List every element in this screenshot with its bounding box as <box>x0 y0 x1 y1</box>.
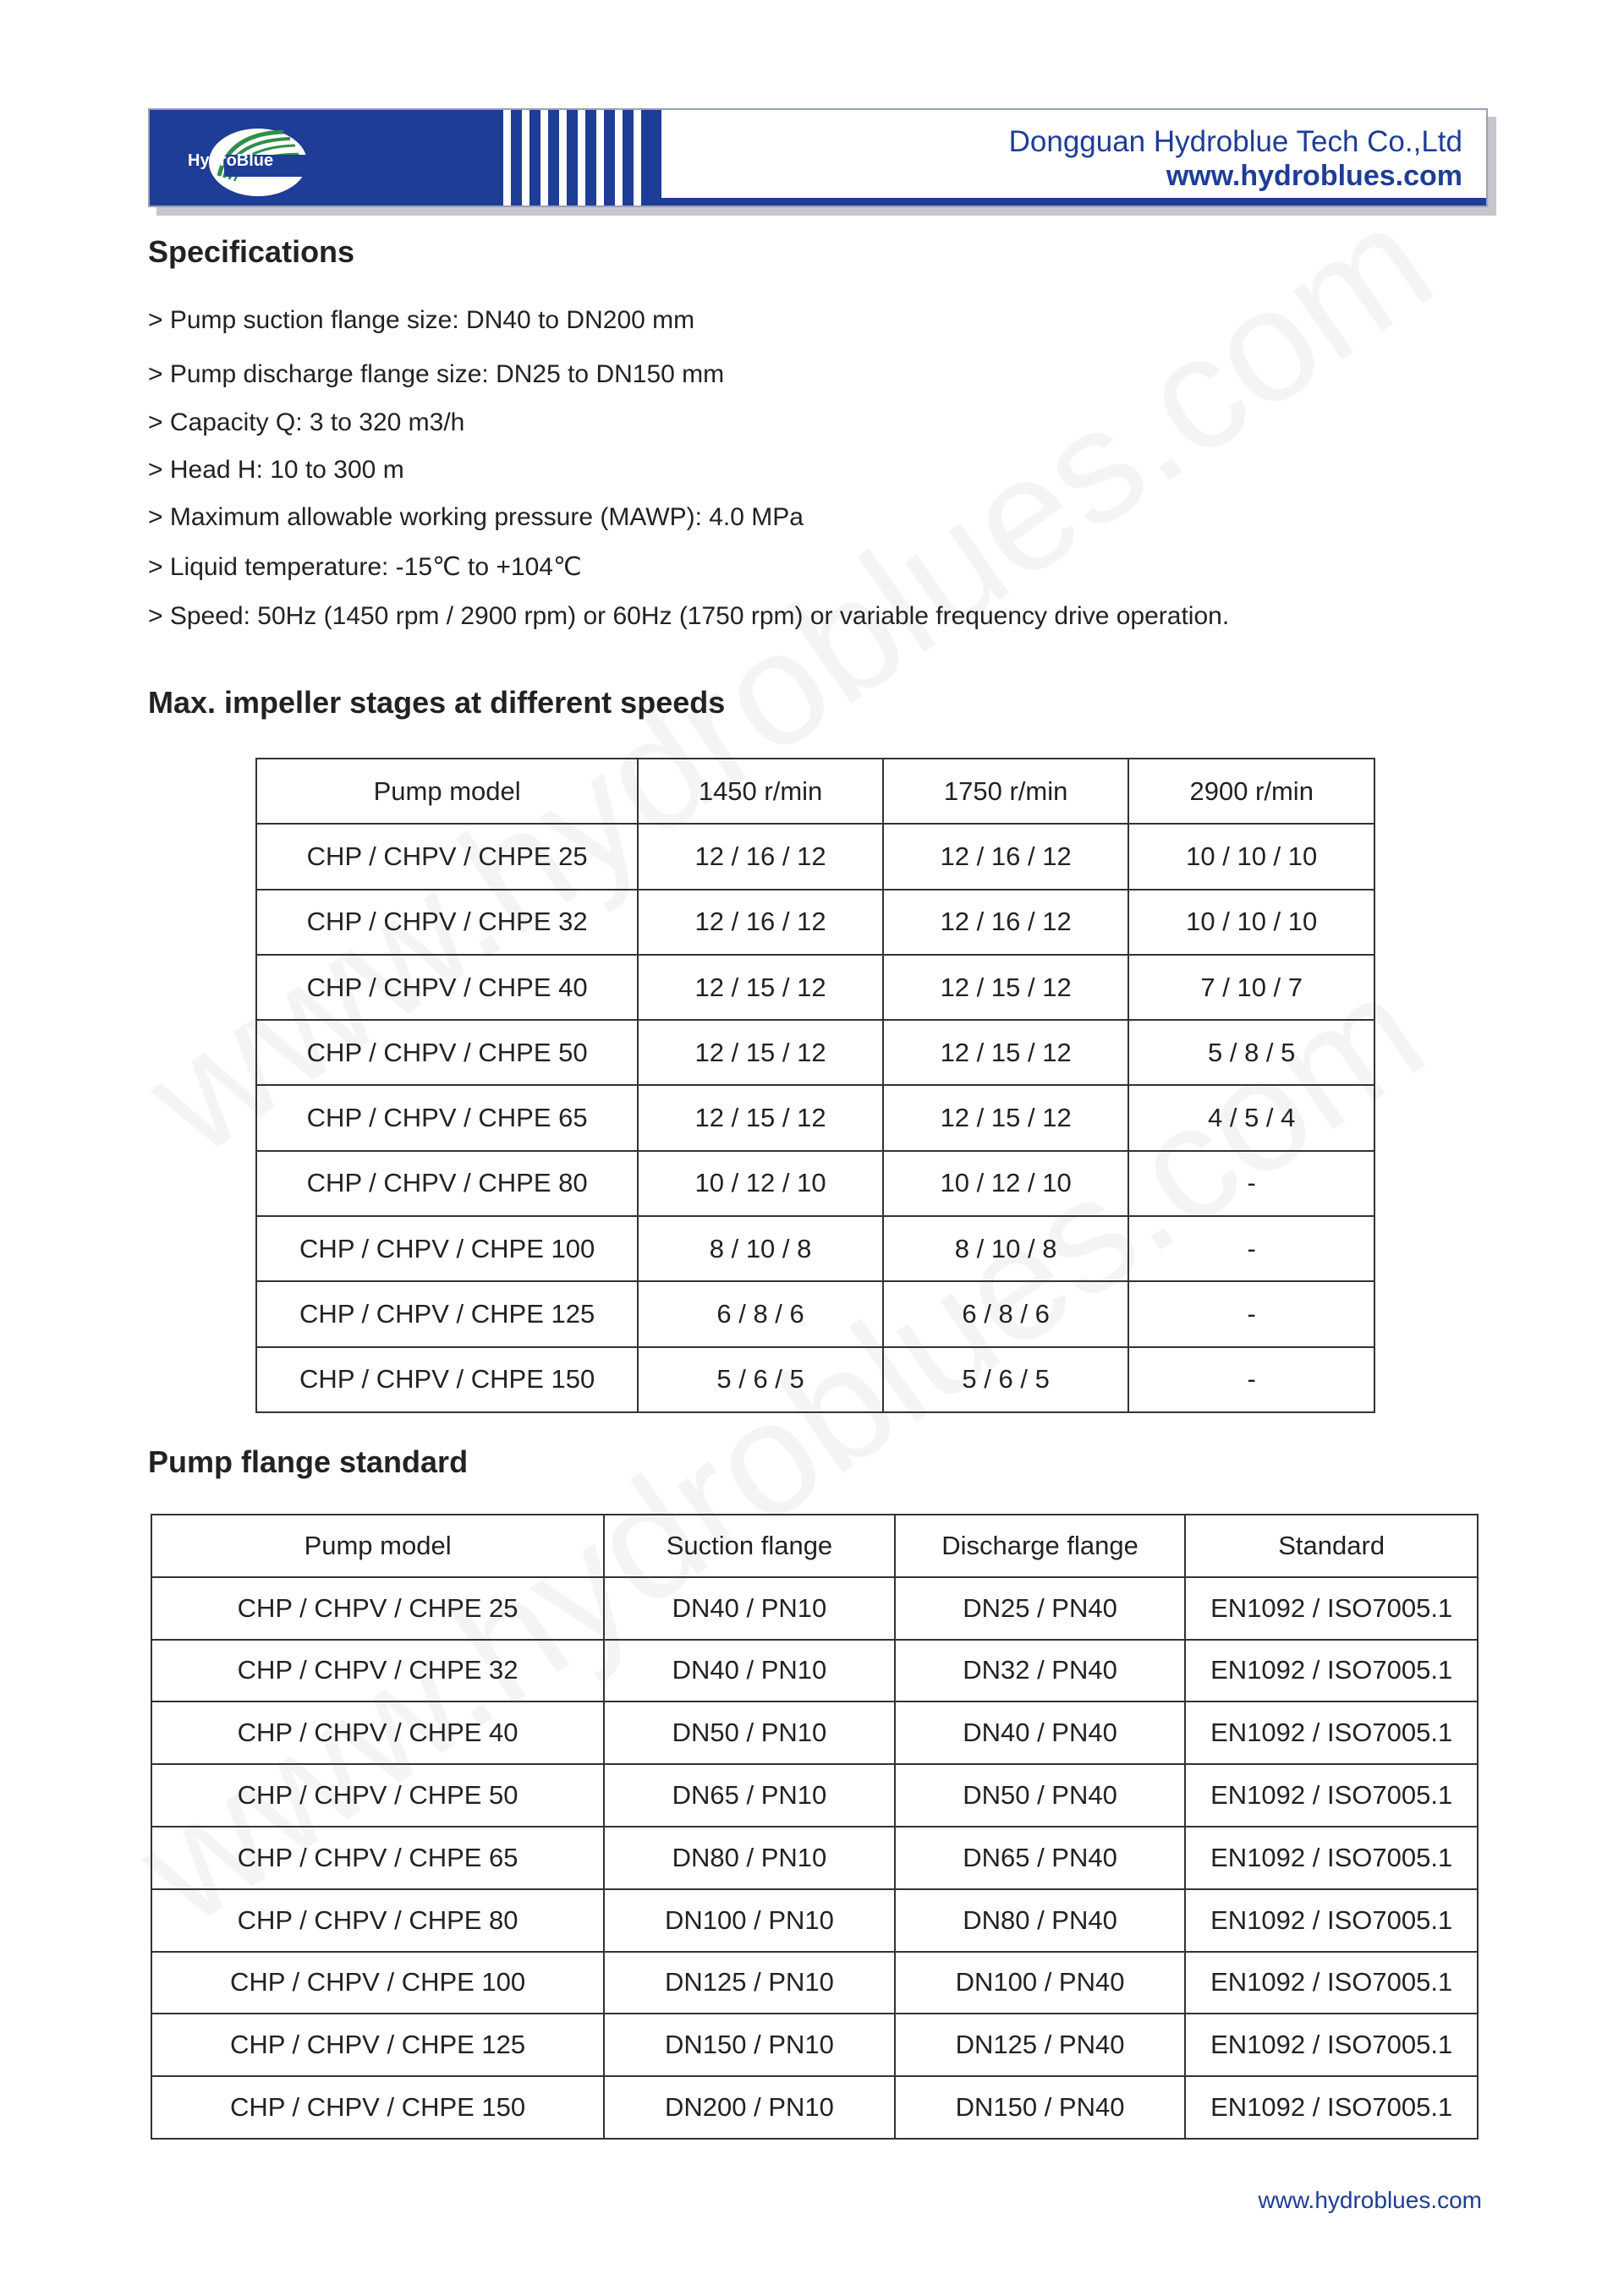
table-cell: EN1092 / ISO7005.1 <box>1185 1952 1478 2014</box>
table-cell: DN65 / PN10 <box>604 1764 895 1827</box>
table-row <box>151 1640 1478 1702</box>
table-cell: DN100 / PN10 <box>604 1889 895 1952</box>
table-header-row <box>151 1515 1478 1577</box>
spec-item: > Maximum allowable working pressure (MAWP): 4.0 MPa <box>148 503 804 531</box>
table-cell: CHP / CHPV / CHPE 80 <box>256 1151 638 1216</box>
flange-table-title: Pump flange standard <box>148 1444 469 1479</box>
table-cell: CHP / CHPV / CHPE 50 <box>151 1764 604 1827</box>
table-row <box>256 955 1374 1020</box>
table-cell: 12 / 15 / 12 <box>638 1085 883 1150</box>
table-cell: EN1092 / ISO7005.1 <box>1185 1701 1478 1764</box>
table-cell: 4 / 5 / 4 <box>1128 1085 1374 1150</box>
table-cell: 5 / 8 / 5 <box>1128 1020 1374 1085</box>
table-cell: EN1092 / ISO7005.1 <box>1185 1764 1478 1827</box>
flange-table <box>151 1514 1479 2140</box>
table-cell: DN25 / PN40 <box>895 1577 1186 1640</box>
stages-table-title: Max. impeller stages at different speeds <box>148 685 726 720</box>
table-cell: DN50 / PN40 <box>895 1764 1186 1827</box>
table-cell: CHP / CHPV / CHPE 150 <box>151 2076 604 2139</box>
table-cell: DN200 / PN10 <box>604 2076 895 2139</box>
table-row <box>151 1889 1478 1952</box>
table-cell: DN40 / PN10 <box>604 1577 895 1640</box>
column-header: Suction flange <box>604 1515 895 1577</box>
table-row <box>151 1952 1478 2014</box>
stages-table <box>255 758 1375 1413</box>
table-row <box>256 824 1374 889</box>
table-cell: 12 / 15 / 12 <box>883 1085 1129 1150</box>
company-website: www.hydroblues.com <box>1166 160 1462 192</box>
header-stripes <box>503 110 661 205</box>
table-header-row <box>256 759 1374 824</box>
table-cell: CHP / CHPV / CHPE 65 <box>256 1085 638 1150</box>
table-row <box>151 1827 1478 1889</box>
table-cell: CHP / CHPV / CHPE 80 <box>151 1889 604 1952</box>
table-cell: 12 / 15 / 12 <box>883 1020 1129 1085</box>
spec-item: > Liquid temperature: -15℃ to +104℃ <box>148 553 582 581</box>
column-header: Standard <box>1185 1515 1478 1577</box>
table-cell: 6 / 8 / 6 <box>883 1281 1129 1346</box>
table-row <box>256 1085 1374 1150</box>
table-cell: DN40 / PN40 <box>895 1701 1186 1764</box>
table-cell: 12 / 16 / 12 <box>883 890 1129 955</box>
spec-item: > Speed: 50Hz (1450 rpm / 2900 rpm) or 60Hz (1750 rpm) or variable frequency drive operation. <box>148 602 1230 630</box>
spec-item: > Pump suction flange size: DN40 to DN200 mm <box>148 306 695 334</box>
table-cell: DN40 / PN10 <box>604 1640 895 1702</box>
table-cell: CHP / CHPV / CHPE 25 <box>256 824 638 889</box>
column-header: 1750 r/min <box>883 759 1129 824</box>
company-block <box>1009 125 1462 193</box>
table-cell: - <box>1128 1216 1374 1281</box>
table-cell: 10 / 12 / 10 <box>638 1151 883 1216</box>
table-cell: DN100 / PN40 <box>895 1952 1186 2014</box>
table-row <box>256 1020 1374 1085</box>
table-cell: CHP / CHPV / CHPE 32 <box>151 1640 604 1702</box>
table-cell: 12 / 16 / 12 <box>638 824 883 889</box>
footer-website: www.hydroblues.com <box>1258 2187 1482 2213</box>
table-row <box>151 1764 1478 1827</box>
table-cell: DN65 / PN40 <box>895 1827 1186 1889</box>
table-cell: CHP / CHPV / CHPE 32 <box>256 890 638 955</box>
table-cell: 5 / 6 / 5 <box>883 1347 1129 1412</box>
table-cell: CHP / CHPV / CHPE 50 <box>256 1020 638 1085</box>
table-cell: DN50 / PN10 <box>604 1701 895 1764</box>
table-cell: EN1092 / ISO7005.1 <box>1185 1889 1478 1952</box>
column-header: Pump model <box>256 759 638 824</box>
table-cell: EN1092 / ISO7005.1 <box>1185 1827 1478 1889</box>
table-cell: EN1092 / ISO7005.1 <box>1185 1640 1478 1702</box>
table-cell: DN32 / PN40 <box>895 1640 1186 1702</box>
table-row <box>256 1216 1374 1281</box>
table-cell: DN150 / PN40 <box>895 2076 1186 2139</box>
table-cell: 12 / 16 / 12 <box>883 824 1129 889</box>
column-header: Pump model <box>151 1515 604 1577</box>
table-cell: CHP / CHPV / CHPE 100 <box>256 1216 638 1281</box>
page-header <box>148 108 1488 207</box>
table-cell: DN125 / PN10 <box>604 1952 895 2014</box>
table-cell: 8 / 10 / 8 <box>883 1216 1129 1281</box>
table-cell: CHP / CHPV / CHPE 40 <box>256 955 638 1020</box>
spec-item: > Head H: 10 to 300 m <box>148 456 404 484</box>
spec-item: > Capacity Q: 3 to 320 m3/h <box>148 408 465 436</box>
company-name: Dongguan Hydroblue Tech Co.,Ltd <box>1008 125 1462 158</box>
table-cell: 6 / 8 / 6 <box>638 1281 883 1346</box>
table-cell: CHP / CHPV / CHPE 65 <box>151 1827 604 1889</box>
table-cell: DN150 / PN10 <box>604 2014 895 2076</box>
table-cell: EN1092 / ISO7005.1 <box>1185 2014 1478 2076</box>
table-cell: DN125 / PN40 <box>895 2014 1186 2076</box>
table-cell: 10 / 10 / 10 <box>1128 824 1374 889</box>
table-cell: - <box>1128 1281 1374 1346</box>
header-blue-panel <box>150 110 661 205</box>
table-row <box>256 890 1374 955</box>
table-row <box>256 1281 1374 1346</box>
table-row <box>256 1347 1374 1412</box>
table-row <box>256 1151 1374 1216</box>
table-cell: CHP / CHPV / CHPE 125 <box>151 2014 604 2076</box>
table-cell: 12 / 16 / 12 <box>638 890 883 955</box>
logo-text: HydroBlue <box>188 151 274 170</box>
table-cell: 5 / 6 / 5 <box>638 1347 883 1412</box>
spec-item: > Pump discharge flange size: DN25 to DN150 mm <box>148 360 725 388</box>
table-cell: CHP / CHPV / CHPE 25 <box>151 1577 604 1640</box>
table-cell: CHP / CHPV / CHPE 150 <box>256 1347 638 1412</box>
column-header: 2900 r/min <box>1128 759 1374 824</box>
table-cell: 8 / 10 / 8 <box>638 1216 883 1281</box>
table-cell: EN1092 / ISO7005.1 <box>1185 2076 1478 2139</box>
table-cell: DN80 / PN40 <box>895 1889 1186 1952</box>
table-row <box>151 1577 1478 1640</box>
table-cell: - <box>1128 1347 1374 1412</box>
column-header: 1450 r/min <box>638 759 883 824</box>
table-cell: 12 / 15 / 12 <box>883 955 1129 1020</box>
table-cell: - <box>1128 1151 1374 1216</box>
table-cell: 7 / 10 / 7 <box>1128 955 1374 1020</box>
header-accent-line <box>661 198 1486 205</box>
table-cell: 12 / 15 / 12 <box>638 1020 883 1085</box>
table-cell: EN1092 / ISO7005.1 <box>1185 1577 1478 1640</box>
table-cell: 12 / 15 / 12 <box>638 955 883 1020</box>
table-cell: DN80 / PN10 <box>604 1827 895 1889</box>
table-row <box>151 1701 1478 1764</box>
table-cell: CHP / CHPV / CHPE 40 <box>151 1701 604 1764</box>
table-cell: 10 / 10 / 10 <box>1128 890 1374 955</box>
table-cell: 10 / 12 / 10 <box>883 1151 1129 1216</box>
table-row <box>151 2076 1478 2139</box>
table-cell: CHP / CHPV / CHPE 100 <box>151 1952 604 2014</box>
table-cell: CHP / CHPV / CHPE 125 <box>256 1281 638 1346</box>
specifications-title: Specifications <box>148 234 355 269</box>
column-header: Discharge flange <box>895 1515 1186 1577</box>
table-row <box>151 2014 1478 2076</box>
